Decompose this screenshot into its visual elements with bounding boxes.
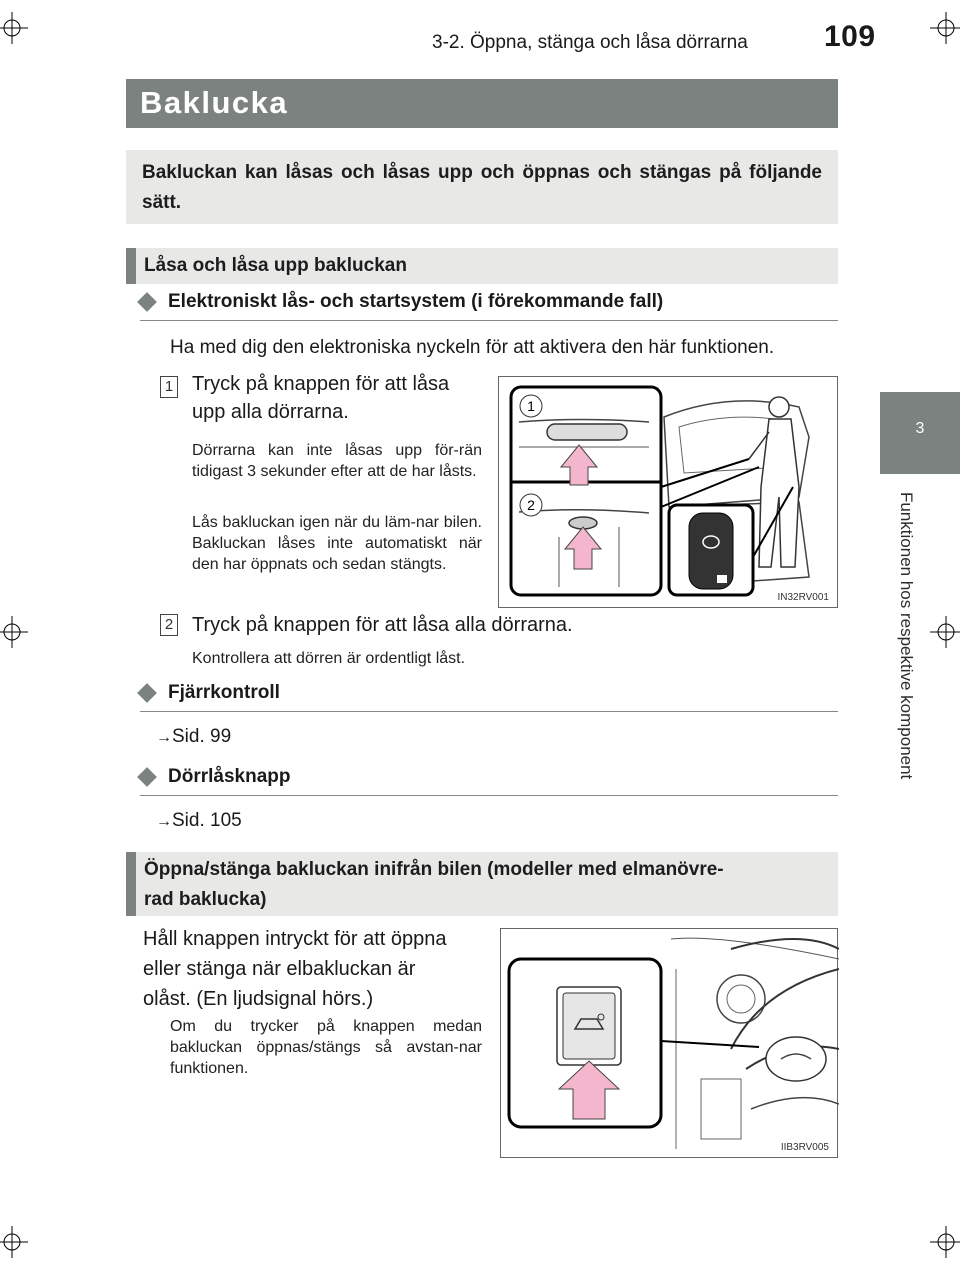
step-1-note-2: Lås bakluckan igen när du läm-nar bilen. Bakluckan låses inte automatiskt när den har öppnats och sedan stängts. [192,514,482,573]
page-title-bar [126,79,838,128]
figure-code: IN32RV001 [777,592,829,603]
section-header-lock-unlock: Låsa och låsa upp bakluckan [126,248,838,284]
step-1-note-1: Dörrarna kan inte låsas upp för-rän tidigast 3 sekunder efter att de har låsts. [192,442,482,480]
page-link-remote[interactable]: →Sid. 99 [156,726,232,747]
step-1-text: Tryck på knappen för att låsa upp alla dörrarna. [192,373,450,423]
subsection-heading-door-lock-switch: Dörrlåsknapp [140,766,838,796]
diamond-bullet-icon [137,292,157,312]
subsection-heading-remote: Fjärrkontroll [140,682,838,712]
intro-box: Bakluckan kan låsas och låsas upp och öppnas och stängas på följande sätt. [126,150,838,224]
chapter-tab[interactable]: 3 [880,392,960,474]
crop-mark-bottom-left [0,1226,28,1258]
subsection-heading-smart-key: Elektroniskt lås- och startsystem (i förekommande fall) [140,291,838,321]
svg-text:1: 1 [527,398,535,414]
crop-mark-top-right [930,12,960,44]
running-header: 3-2. Öppna, stänga och låsa dörrarna [432,32,748,53]
section-header-inside-switch: Öppna/stänga bakluckan inifrån bilen (modeller med elmanövre- rad baklucka) [126,852,838,916]
svg-text:2: 2 [527,497,535,513]
crop-mark-bottom-right [930,1226,960,1258]
inside-switch-note: Om du trycker på knappen medan bakluckan öppnas/stängs så avstan-nar funktionen. [170,1018,482,1077]
figure-back-door-buttons [498,376,838,608]
smart-key-text: Ha med dig den elektroniska nyckeln för att aktivera den här funktionen. [170,337,775,358]
figure-inside-back-door-switch [500,928,838,1158]
step-2-text: Tryck på knappen för att låsa alla dörrarna. [192,614,573,636]
step-2-note: Kontrollera att dörren är ordentligt låst. [192,650,466,667]
crop-mark-mid-left [0,616,28,648]
chapter-tab-label: Funktionen hos respektive komponent [897,492,916,780]
diamond-bullet-icon [137,683,157,703]
step-number-1: 1 [160,376,178,398]
figure-code: IIB3RV005 [780,1142,829,1153]
inside-switch-text: Håll knappen intryckt för att öppna eller stänga när elbakluckan är olåst. (En ljudsignal hörs.) [143,928,447,1010]
page-title: Baklucka [140,85,289,120]
crop-mark-top-left [0,12,28,44]
page-link-door-lock[interactable]: →Sid. 105 [156,810,242,831]
diamond-bullet-icon [137,767,157,787]
step-number-2: 2 [160,614,178,636]
page-number: 109 [824,20,876,53]
